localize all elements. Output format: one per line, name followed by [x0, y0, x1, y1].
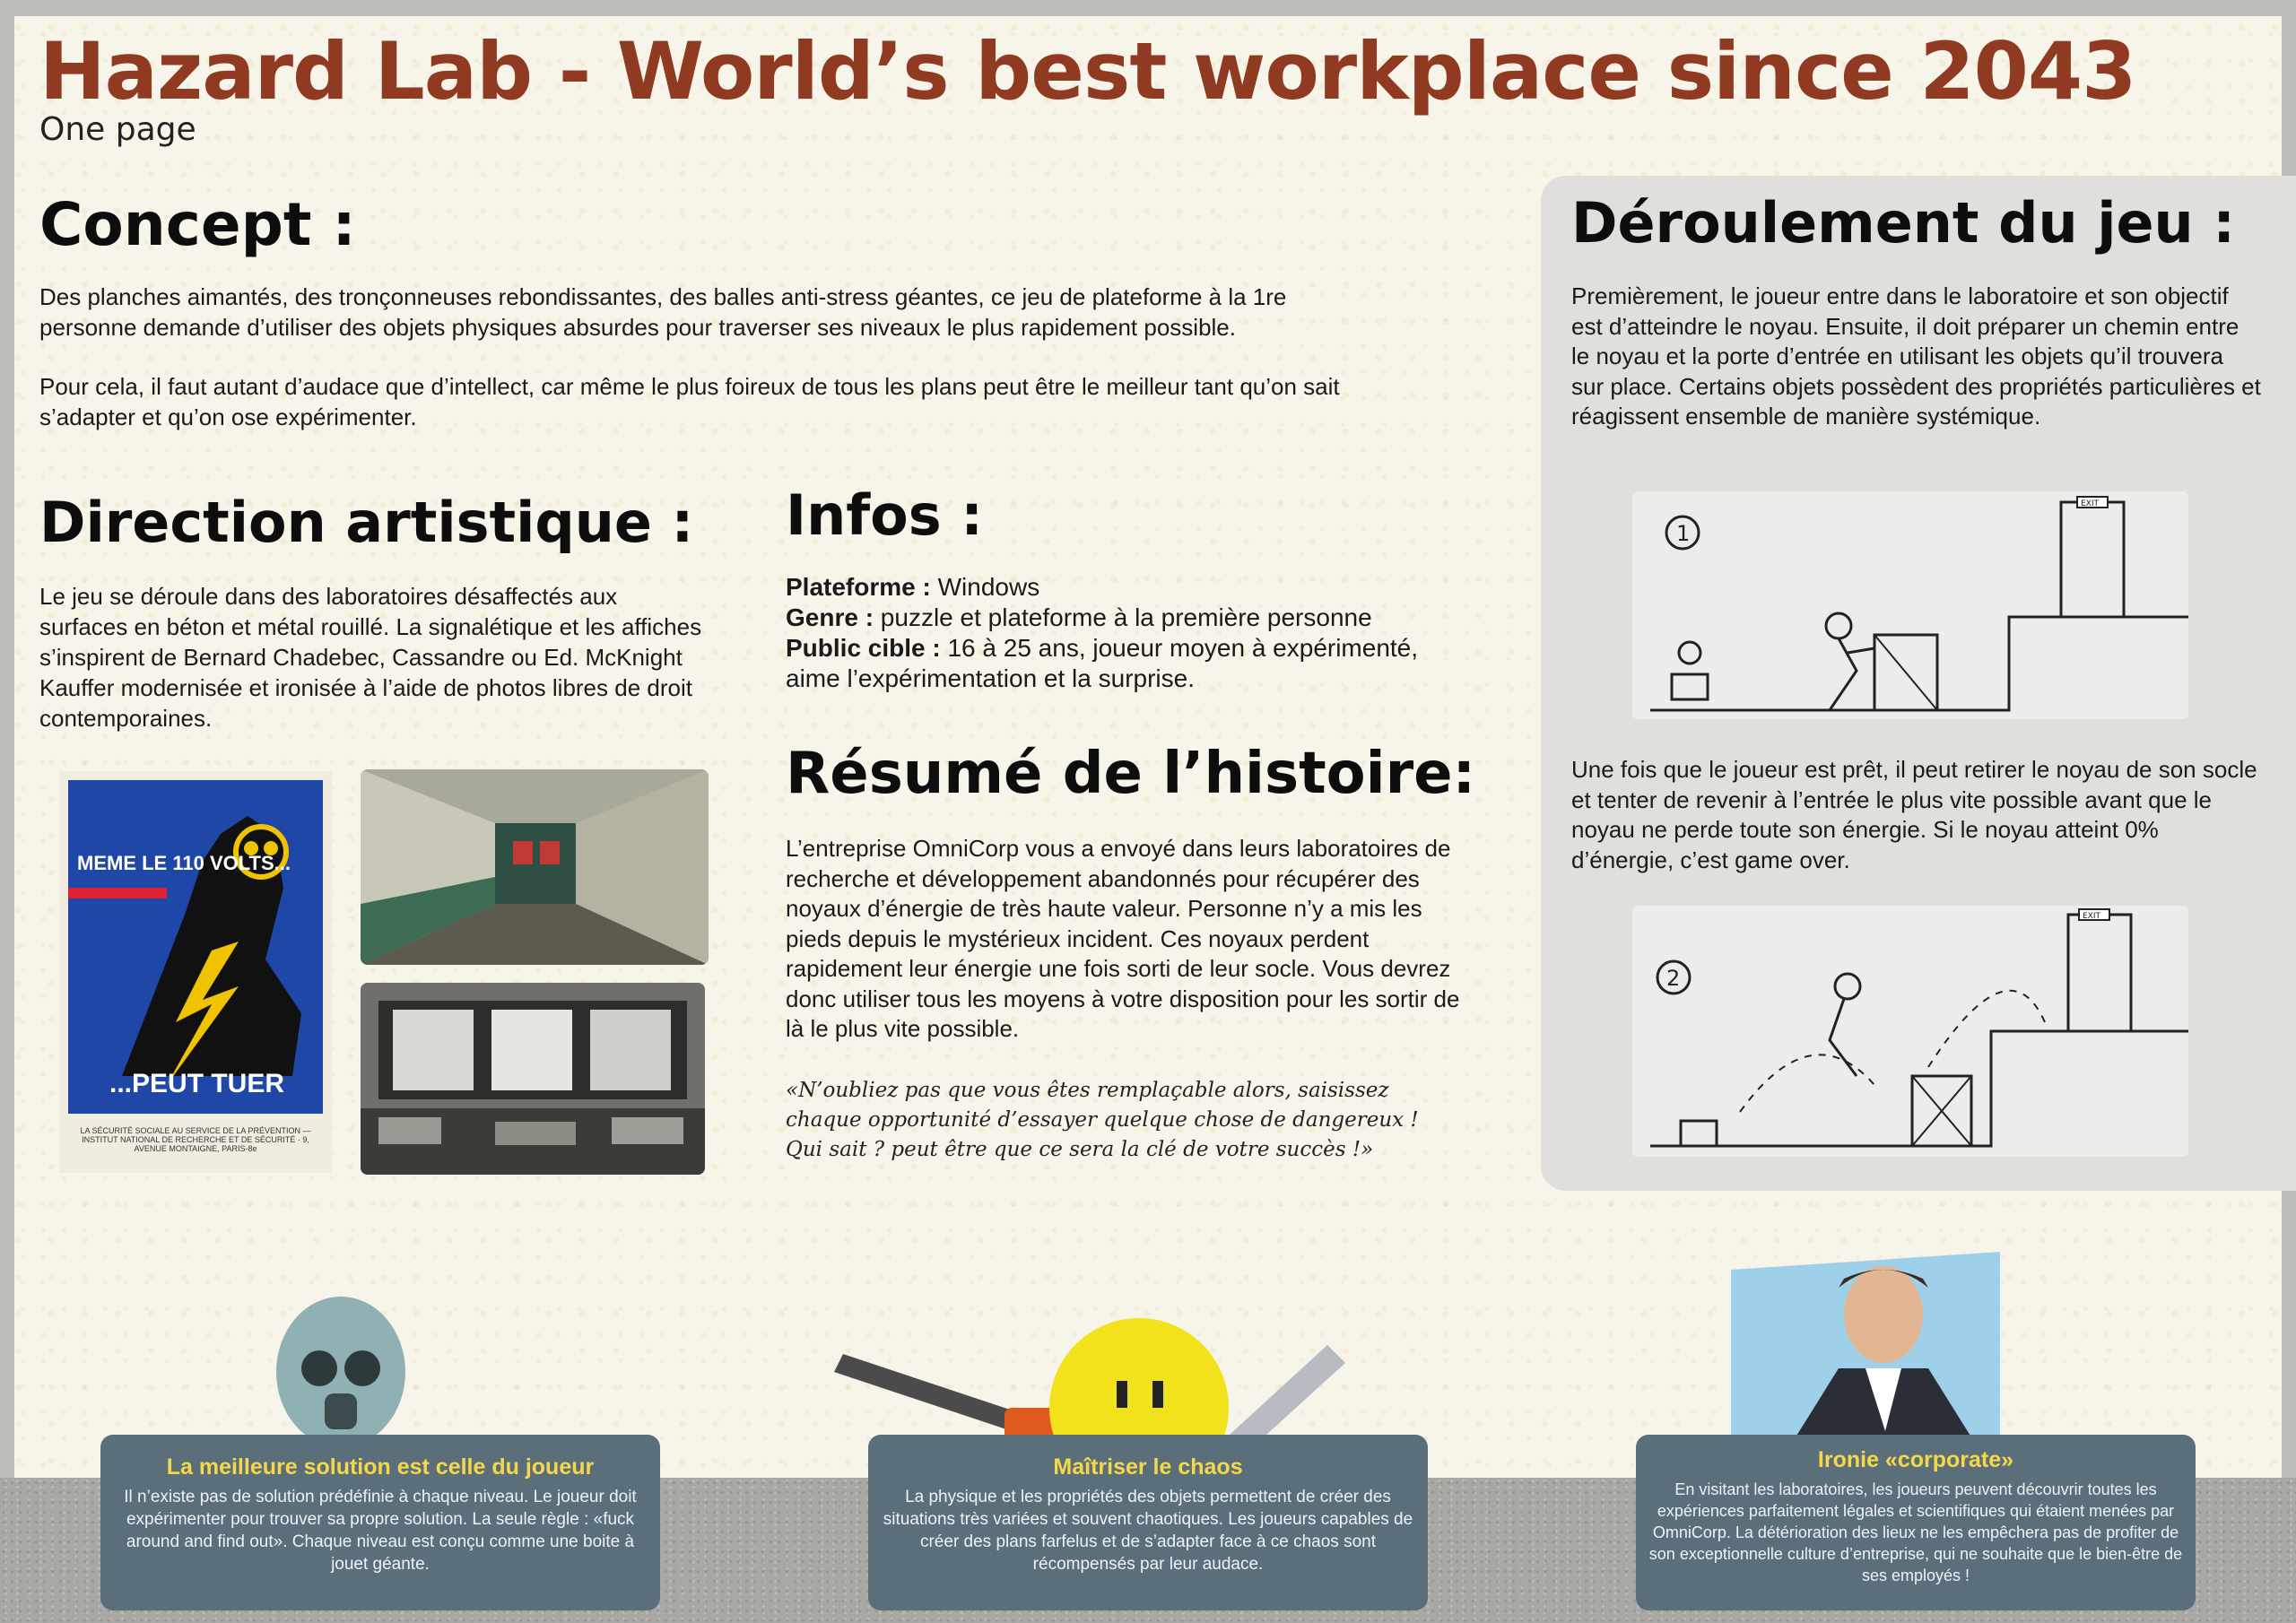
concept-paragraph-2: Pour cela, il faut autant d’audace que d’intellect, car même le plus foireux de tous les plans peut être le meilleur tant qu’on sait s’adapter et qu’on ose expérimenter.	[39, 373, 1340, 430]
sketch-2-exit: EXIT	[2083, 912, 2101, 921]
poster-bottom-text: ...PEUT TUER	[109, 1069, 285, 1098]
card-player-solution	[100, 1435, 660, 1610]
sketch-2-drawing	[1632, 906, 2188, 1157]
genre-value: puzzle et plateforme à la première personne	[874, 603, 1372, 631]
abandoned-corridor-photo	[361, 769, 709, 965]
level-sketch-1	[1632, 491, 2188, 719]
poster-footer: LA SÉCURITÉ SOCIALE AU SERVICE DE LA PRÉVENTION — INSTITUT NATIONAL DE RECHERCHE ET DE SÉCURITÉ · 9, AVENUE MONTAIGNE, PARIS-8e	[68, 1114, 323, 1164]
card-corporate-irony	[1636, 1435, 2196, 1610]
audience-value: 16 à 25 ans, joueur moyen à expérimenté, aime l’expérimentation et la surprise.	[786, 634, 1419, 692]
story-text: L’entreprise OmniCorp vous a envoyé dans leurs laboratoires de recherche et développement abandonnés pour récupérer des noyaux d’énergie de très haute valeur. Personne n’y a mis les pieds depuis le mystérieux incident. Ces noyaux perdent rapidement leur énergie une fois sorti de leur socle. Vous devrez donc utiliser tous les moyens à votre disposition pour les sortir de là le plus vite possible.	[786, 835, 1460, 1042]
safety-poster-image	[59, 771, 332, 1173]
platform-value: Windows	[930, 573, 1040, 601]
card-3-text: En visitant les laboratoires, les joueurs peuvent découvrir toutes les expériences parfaitement légales et scientifiques qui étaient menées par OmniCorp. La détérioration des lieux ne les empêchera pas de profiter de son exceptionnelle culture d’entreprise, qui ne souhaite que le bien-être de ses employés !	[1648, 1480, 2183, 1584]
infos-audience	[786, 633, 1467, 694]
infos-list	[786, 572, 1467, 694]
corridor-photo-art	[361, 769, 709, 965]
card-master-chaos	[868, 1435, 1428, 1610]
sketch-1-drawing	[1632, 491, 2188, 719]
skeleton-lightning-icon	[68, 780, 323, 1164]
infos-genre	[786, 603, 1467, 633]
card-1-title: La meilleure solution est celle du joueur	[166, 1454, 595, 1480]
level-sketch-2	[1632, 906, 2188, 1157]
concept-text	[39, 282, 1367, 461]
story-title: Résumé de l’histoire:	[786, 741, 1476, 807]
sketch-1-exit: EXIT	[2081, 499, 2100, 508]
concept-paragraph-1: Des planches aimantés, des tronçonneuses rebondissantes, des balles anti-stress géantes, ce jeu de plateforme à la 1re personne demande d’utiliser des objets physiques absurdes pour traverser ses niveaux le plus rapidement possible.	[39, 283, 1287, 341]
concept-title: Concept :	[39, 190, 356, 259]
gameplay-paragraph-1: Premièrement, le joueur entre dans le laboratoire et son objectif est d’atteindre le noyau. Ensuite, il doit préparer un chemin entre le noyau et la porte d’entrée en utilisant les objets qu’il trouvera sur place. Certains objets possèdent des propriétés particulières et réagissent ensemble de manière systémique.	[1571, 282, 2261, 430]
audience-label: Public cible :	[786, 634, 941, 662]
businessman-photo-icon	[1731, 1252, 2000, 1440]
chaos-objects-icon	[825, 1318, 1471, 1444]
card-2-text: La physique et les propriétés des objets permettent de créer des situations très variées et souvent chaotiques. Les joueurs capables de créer des plans farfelus et de s’adapter face à ce chaos sont récompensés par leur audace.	[883, 1488, 1413, 1574]
gameplay-title: Déroulement du jeu :	[1571, 190, 2236, 256]
direction-text: Le jeu se déroule dans des laboratoires désaffectés aux surfaces en béton et métal rouillé. La signalétique et les affiches s’inspirent de Bernard Chadebec, Cassandre ou Ed. McKnight Kauffer modernisée et ironisée à l’aide de photos libres de droit contemporaines.	[39, 583, 702, 732]
card-2-title: Maîtriser le chaos	[1053, 1454, 1243, 1480]
direction-title: Direction artistique :	[39, 490, 694, 555]
hazmat-suit-icon	[269, 1282, 413, 1444]
sketch-1-number: 1	[1676, 521, 1691, 546]
abandoned-office-photo	[361, 983, 705, 1175]
gameplay-paragraph-2: Une fois que le joueur est prêt, il peut retirer le noyau de son socle et tenter de revenir à l’entrée le plus vite possible avant que le noyau ne perde toute son énergie. Si le noyau atteint 0% d’énergie, c’est game over.	[1571, 756, 2257, 873]
page-title: Hazard Lab - World’s best workplace since 2043	[39, 25, 2136, 117]
infos-title: Infos :	[786, 482, 984, 548]
infos-platform	[786, 572, 1467, 603]
page-subtitle: One page	[39, 111, 196, 148]
genre-label: Genre :	[786, 603, 874, 631]
card-1-text: Il n’existe pas de solution prédéfinie à chaque niveau. Le joueur doit expérimenter pour trouver sa propre solution. La seule règle : «fuck around and find out». Chaque niveau est conçu comme une boite à jouet géante.	[124, 1488, 637, 1574]
story-quote: «N’oubliez pas que vous êtes remplaçable alors, saisissez chaque opportunité d’essayer quelque chose de dangereux ! Qui sait ? peut être que ce sera la clé de votre succès !»	[786, 1079, 1419, 1161]
poster-top-text: MEME LE 110 VOLTS...	[77, 852, 291, 874]
office-photo-art	[361, 983, 705, 1175]
platform-label: Plateforme :	[786, 573, 931, 601]
sketch-2-number: 2	[1666, 966, 1681, 991]
card-3-title: Ironie «corporate»	[1817, 1447, 2014, 1472]
